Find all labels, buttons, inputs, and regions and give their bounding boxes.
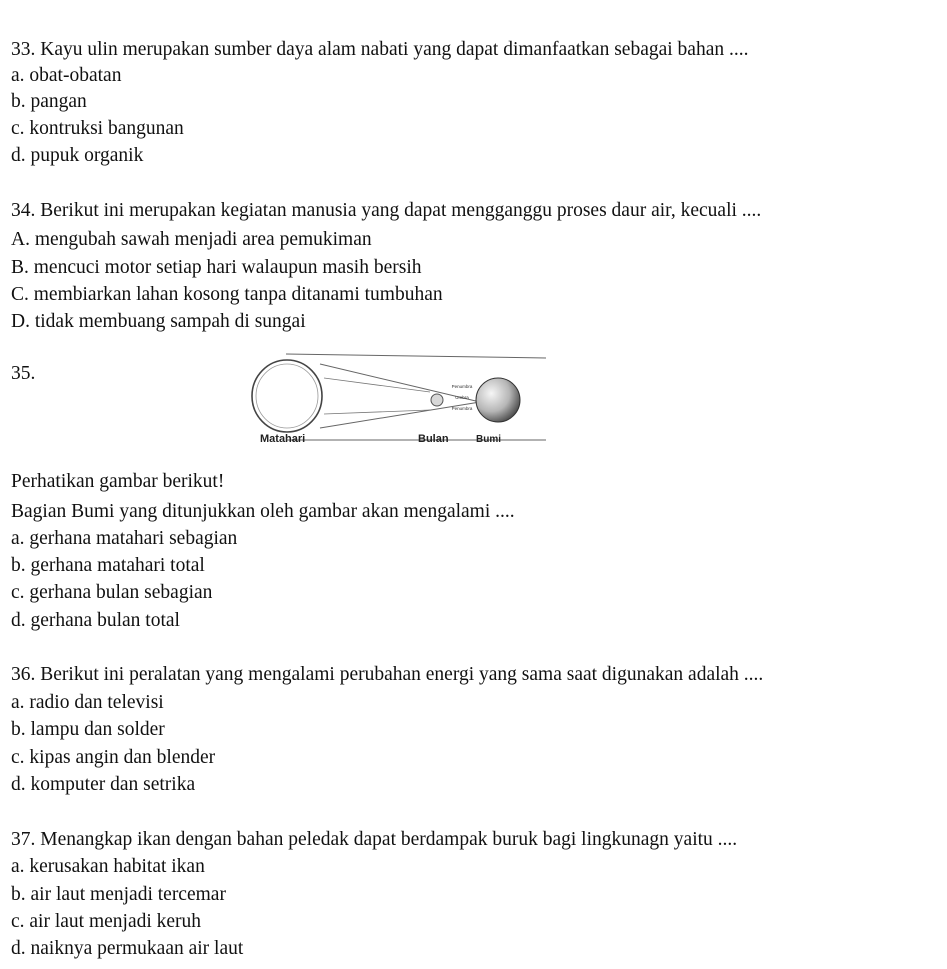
moon-circle bbox=[431, 394, 443, 406]
penumbra-label-bottom: Penumbra bbox=[451, 406, 473, 411]
earth-circle bbox=[476, 378, 520, 422]
moon-label: Bulan bbox=[418, 433, 449, 445]
answer-option: a. kerusakan habitat ikan bbox=[11, 856, 205, 877]
answer-option: b. gerhana matahari total bbox=[11, 555, 205, 576]
answer-option: d. gerhana bulan total bbox=[11, 610, 180, 631]
answer-option: b. pangan bbox=[11, 91, 87, 112]
answer-option: d. pupuk organik bbox=[11, 145, 144, 166]
question-stem: 34. Berikut ini merupakan kegiatan manusia yang dapat mengganggu proses daur air, kecuali .... bbox=[11, 200, 762, 221]
answer-option: b. air laut menjadi tercemar bbox=[11, 884, 226, 905]
question-stem: 37. Menangkap ikan dengan bahan peledak dapat berdampak buruk bagi lingkunagn yaitu .... bbox=[11, 829, 738, 850]
question-stem: 33. Kayu ulin merupakan sumber daya alam nabati yang dapat dimanfaatkan sebagai bahan .... bbox=[11, 39, 749, 60]
penumbra-label-top: Penumbra bbox=[451, 384, 473, 389]
sun-circle bbox=[252, 360, 322, 432]
answer-option: D. tidak membuang sampah di sungai bbox=[11, 311, 306, 332]
ray-inner-2 bbox=[324, 410, 430, 414]
ray-inner-1 bbox=[324, 378, 430, 392]
umbra-label: Umbra bbox=[455, 395, 469, 400]
answer-option: a. obat-obatan bbox=[11, 65, 122, 86]
answer-option: b. lampu dan solder bbox=[11, 719, 165, 740]
answer-option: c. kontruksi bangunan bbox=[11, 118, 184, 139]
answer-option: C. membiarkan lahan kosong tanpa ditanami tumbuhan bbox=[11, 284, 443, 305]
eclipse-diagram bbox=[250, 348, 550, 452]
question-prompt: Perhatikan gambar berikut! bbox=[11, 471, 225, 492]
answer-option: d. komputer dan setrika bbox=[11, 774, 196, 795]
answer-option: a. gerhana matahari sebagian bbox=[11, 528, 238, 549]
penumbra-ray-top bbox=[286, 354, 546, 358]
answer-option: c. air laut menjadi keruh bbox=[11, 911, 202, 932]
answer-option: a. radio dan televisi bbox=[11, 692, 164, 713]
answer-option: c. gerhana bulan sebagian bbox=[11, 582, 213, 603]
answer-option: d. naiknya permukaan air laut bbox=[11, 938, 244, 959]
question-stem: 36. Berikut ini peralatan yang mengalami perubahan energi yang sama saat digunakan adalah .... bbox=[11, 664, 764, 685]
question-number: 35. bbox=[11, 363, 36, 384]
question-stem: Bagian Bumi yang ditunjukkan oleh gambar akan mengalami .... bbox=[11, 501, 515, 522]
answer-option: A. mengubah sawah menjadi area pemukiman bbox=[11, 229, 372, 250]
sun-label: Matahari bbox=[260, 433, 306, 445]
earth-label: Bumi bbox=[476, 434, 501, 445]
answer-option: c. kipas angin dan blender bbox=[11, 747, 216, 768]
answer-option: B. mencuci motor setiap hari walaupun masih bersih bbox=[11, 257, 422, 278]
